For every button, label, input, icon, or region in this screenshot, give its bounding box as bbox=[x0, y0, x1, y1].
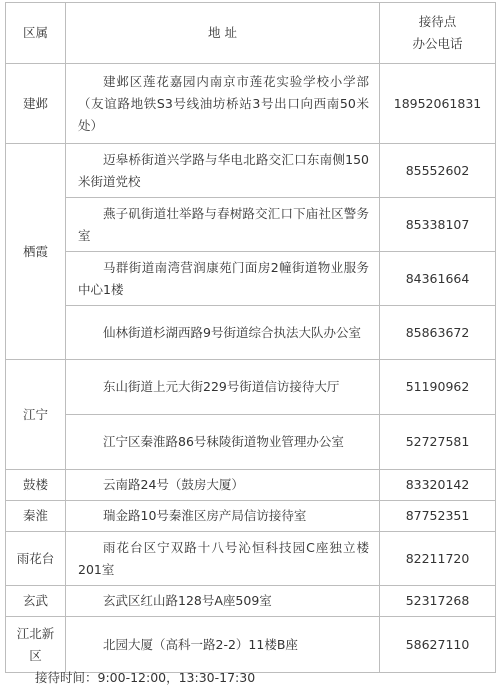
table-row bbox=[6, 617, 496, 673]
address-cell bbox=[66, 360, 380, 415]
address-cell bbox=[66, 306, 380, 360]
district-cell: 雨花台 bbox=[6, 532, 66, 586]
phone-cell: 85338107 bbox=[380, 198, 496, 252]
table-row bbox=[6, 470, 496, 501]
address-text: 玄武区红山路128号A座509室 bbox=[103, 593, 272, 608]
district-cell: 玄武 bbox=[6, 586, 66, 617]
district-cell: 秦淮 bbox=[6, 501, 66, 532]
address-text: 北园大厦（高科一路2-2）11楼B座 bbox=[103, 636, 298, 652]
reception-hours: 接待时间：9:00-12:00，13:30-17:30 bbox=[35, 670, 256, 685]
phone-cell: 84361664 bbox=[380, 252, 496, 306]
header-row bbox=[6, 3, 496, 64]
phone-cell: 87752351 bbox=[380, 501, 496, 532]
district-cell: 栖霞 bbox=[6, 144, 66, 360]
phone-cell: 58627110 bbox=[380, 617, 496, 673]
address-text: 迈皋桥街道兴学路与华电北路交汇口东南侧150米街道党校 bbox=[78, 151, 369, 189]
phone-cell: 85863672 bbox=[380, 306, 496, 360]
phone-header-line2: 办公电话 bbox=[412, 36, 463, 51]
reception-table bbox=[5, 2, 496, 673]
address-cell bbox=[66, 586, 380, 617]
address-text: 仙林街道杉湖西路9号街道综合执法大队办公室 bbox=[103, 324, 361, 340]
address-text: 马群街道南湾营润康苑门面房2幢街道物业服务中心1楼 bbox=[78, 259, 369, 297]
table-row bbox=[6, 501, 496, 532]
address-header: 地 址 bbox=[66, 3, 380, 64]
address-text: 建邺区莲花嘉园内南京市莲花实验学校小学部（友谊路地铁S3号线油坊桥站3号出口向西南50米处） bbox=[78, 73, 369, 133]
district-cell: 鼓楼 bbox=[6, 470, 66, 501]
district-cell: 建邺 bbox=[6, 64, 66, 144]
address-cell bbox=[66, 252, 380, 306]
address-cell bbox=[66, 144, 380, 198]
phone-cell: 51190962 bbox=[380, 360, 496, 415]
phone-header bbox=[380, 3, 496, 64]
phone-cell: 18952061831 bbox=[380, 64, 496, 144]
address-cell bbox=[66, 198, 380, 252]
address-cell bbox=[66, 64, 380, 144]
phone-cell: 52727581 bbox=[380, 415, 496, 470]
address-text: 燕子矶街道壮举路与春树路交汇口下庙社区警务室 bbox=[78, 205, 369, 243]
address-cell bbox=[66, 532, 380, 586]
table-row bbox=[6, 360, 496, 415]
table-row bbox=[6, 586, 496, 617]
phone-cell: 82211720 bbox=[380, 532, 496, 586]
table-row bbox=[6, 415, 496, 470]
phone-cell: 85552602 bbox=[380, 144, 496, 198]
address-text: 云南路24号（鼓房大厦） bbox=[103, 477, 244, 492]
address-cell bbox=[66, 501, 380, 532]
district-cell: 江宁 bbox=[6, 360, 66, 470]
address-text: 雨花台区宁双路十八号沁恒科技园C座独立楼201室 bbox=[78, 539, 369, 577]
table-row bbox=[6, 252, 496, 306]
phone-cell: 52317268 bbox=[380, 586, 496, 617]
district-header: 区属 bbox=[6, 3, 66, 64]
phone-cell: 83320142 bbox=[380, 470, 496, 501]
table-row bbox=[6, 306, 496, 360]
table-row bbox=[6, 144, 496, 198]
phone-header-line1: 接待点 bbox=[418, 14, 457, 29]
address-cell bbox=[66, 617, 380, 673]
table-row bbox=[6, 532, 496, 586]
address-cell bbox=[66, 415, 380, 470]
address-text: 江宁区秦淮路86号秣陵街道物业管理办公室 bbox=[103, 434, 344, 449]
district-cell: 江北新区 bbox=[6, 617, 66, 673]
address-text: 瑞金路10号秦淮区房产局信访接待室 bbox=[103, 508, 307, 523]
table-row bbox=[6, 198, 496, 252]
address-cell bbox=[66, 470, 380, 501]
address-text: 东山街道上元大街229号街道信访接待大厅 bbox=[103, 379, 340, 394]
table-row bbox=[6, 64, 496, 144]
